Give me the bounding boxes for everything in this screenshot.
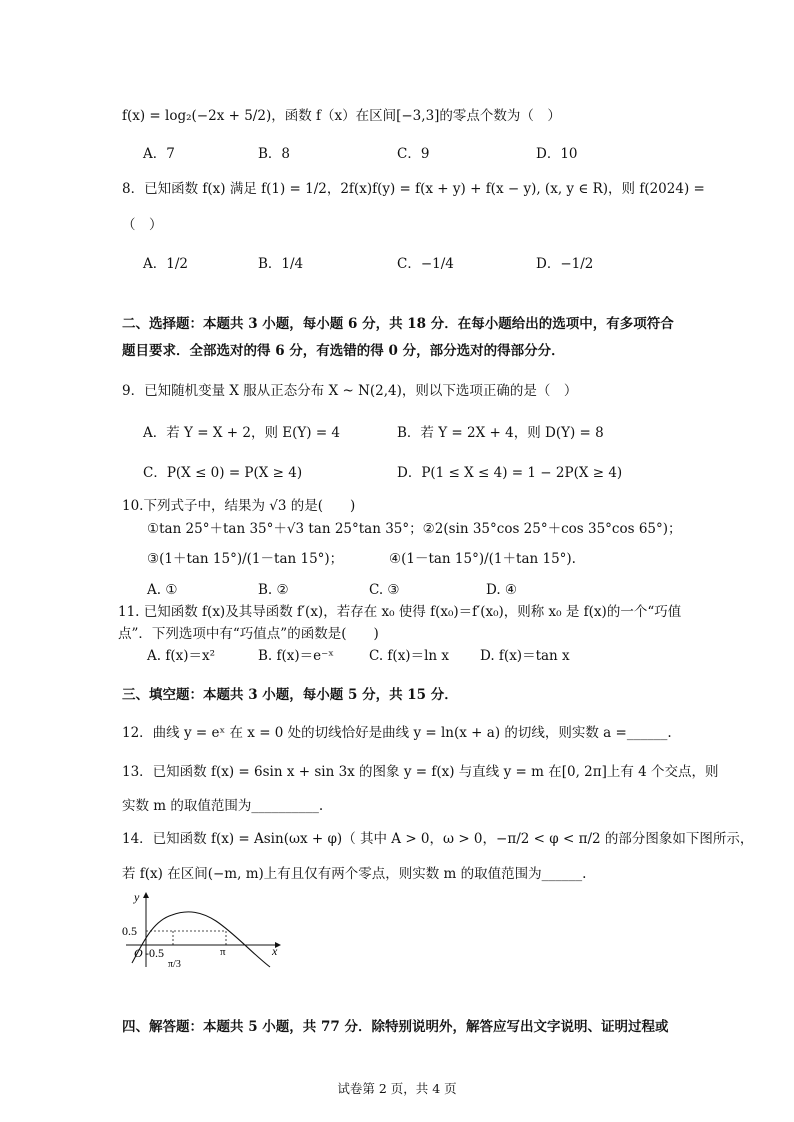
q10-item-4: ④(1－tan 15°)/(1＋tan 15°).: [389, 551, 576, 567]
tick-label-neg05: -0.5: [145, 946, 164, 960]
q9-stem: 9．已知随机变量 X 服从正态分布 X ~ N(2,4)，则以下选项正确的是（ ）: [122, 383, 578, 399]
q10-option-a: A. ①: [147, 582, 178, 598]
q10-item-3: ③(1＋tan 15°)/(1－tan 15°)；: [147, 551, 344, 567]
q13-stem-cont: 实数 m 的取值范围为__________.: [122, 798, 324, 814]
y-axis-label: y: [134, 890, 140, 904]
q14-stem-cont: 若 f(x) 在区间(−m, m)上有且仅有两个零点，则实数 m 的取值范围为______.: [122, 866, 587, 882]
q14-stem: 14．已知函数 f(x) = Asin(ωx + φ)（ 其中 A > 0，ω > 0，−π/2 < φ < π/2 的部分图象如下图所示，: [122, 831, 754, 847]
section-2-heading-cont: 题目要求．全部选对的得 6 分，有选错的得 0 分，部分选对的得部分分．: [122, 343, 565, 359]
section-3-heading: 三、填空题：本题共 3 小题，每小题 5 分，共 15 分．: [122, 687, 458, 703]
q8-option-a: A．1/2: [143, 256, 188, 272]
q8-option-c: C．−1/4: [397, 256, 454, 272]
q11-option-c: C. f(x)＝ln x: [369, 648, 449, 664]
q9-option-c: C．P(X ≤ 0) = P(X ≥ 4): [143, 465, 303, 481]
q7-stem: f(x) = log₂(−2x + 5/2)，函数 f（x）在区间[−3,3]的零点个数为（ ）: [122, 108, 561, 124]
q11-stem-cont: 点”．下列选项中有“巧值点”的函数是( ): [118, 626, 379, 642]
x-axis-label: x: [272, 944, 278, 958]
q8-paren: （ ）: [122, 217, 163, 233]
tick-label-pi: π: [220, 946, 226, 958]
q10-option-c: C. ③: [369, 582, 400, 598]
q8-option-d: D．−1/2: [536, 256, 594, 272]
q9-option-a: A．若 Y = X + 2，则 E(Y) = 4: [143, 425, 341, 441]
q8-option-b: B．1/4: [258, 256, 304, 272]
q11-option-b: B. f(x)＝e⁻ˣ: [258, 648, 334, 664]
q11-stem: 11. 已知函数 f(x)及其导函数 f′(x)，若存在 x₀ 使得 f(x₀)＝f′(x₀)，则称 x₀ 是 f(x)的一个“巧值: [118, 604, 682, 620]
tick-label-pi3: π/3: [168, 959, 181, 969]
q7-option-a: A．7: [143, 146, 175, 162]
q8-stem: 8．已知函数 f(x) 满足 f(1) = 1/2，2f(x)f(y) = f(x + y) + f(x − y), (x, y ∈ R)，则 f(2024) =: [122, 181, 705, 197]
section-4-heading: 四、解答题：本题共 5 小题，共 77 分．除特别说明外，解答应写出文字说明、证明过程或: [122, 1019, 669, 1035]
q7-option-d: D．10: [536, 146, 578, 162]
q7-option-c: C．9: [397, 146, 430, 162]
q10-stem: 10.下列式子中，结果为 √3 的是( ): [122, 498, 356, 514]
q14-sine-graph: [112, 887, 288, 969]
q11-option-d: D. f(x)＝tan x: [480, 648, 570, 664]
page-footer: 试卷第 2 页，共 4 页: [337, 1081, 457, 1096]
q10-items-1-2: ①tan 25°＋tan 35°＋√3 tan 25°tan 35°；②2(sin 35°cos 25°＋cos 35°cos 65°)；: [147, 521, 682, 537]
q10-option-b: B. ②: [258, 582, 289, 598]
q7-option-b: B．8: [258, 146, 291, 162]
origin-label: O: [134, 946, 143, 960]
q10-option-d: D. ④: [486, 582, 518, 598]
tick-label-05: 0.5: [122, 924, 137, 938]
q12: 12．曲线 y = eˣ 在 x = 0 处的切线恰好是曲线 y = ln(x + a) 的切线，则实数 a =______.: [122, 725, 672, 741]
section-2-heading: 二、选择题：本题共 3 小题，每小题 6 分，共 18 分．在每小题给出的选项中，有多项符合: [122, 316, 674, 332]
q9-option-d: D．P(1 ≤ X ≤ 4) = 1 − 2P(X ≥ 4): [397, 465, 623, 481]
q9-option-b: B．若 Y = 2X + 4，则 D(Y) = 8: [397, 425, 604, 441]
q13-stem: 13．已知函数 f(x) = 6sin x + sin 3x 的图象 y = f(x) 与直线 y = m 在[0, 2π]上有 4 个交点，则: [122, 764, 719, 780]
q11-option-a: A. f(x)＝x²: [147, 648, 216, 664]
